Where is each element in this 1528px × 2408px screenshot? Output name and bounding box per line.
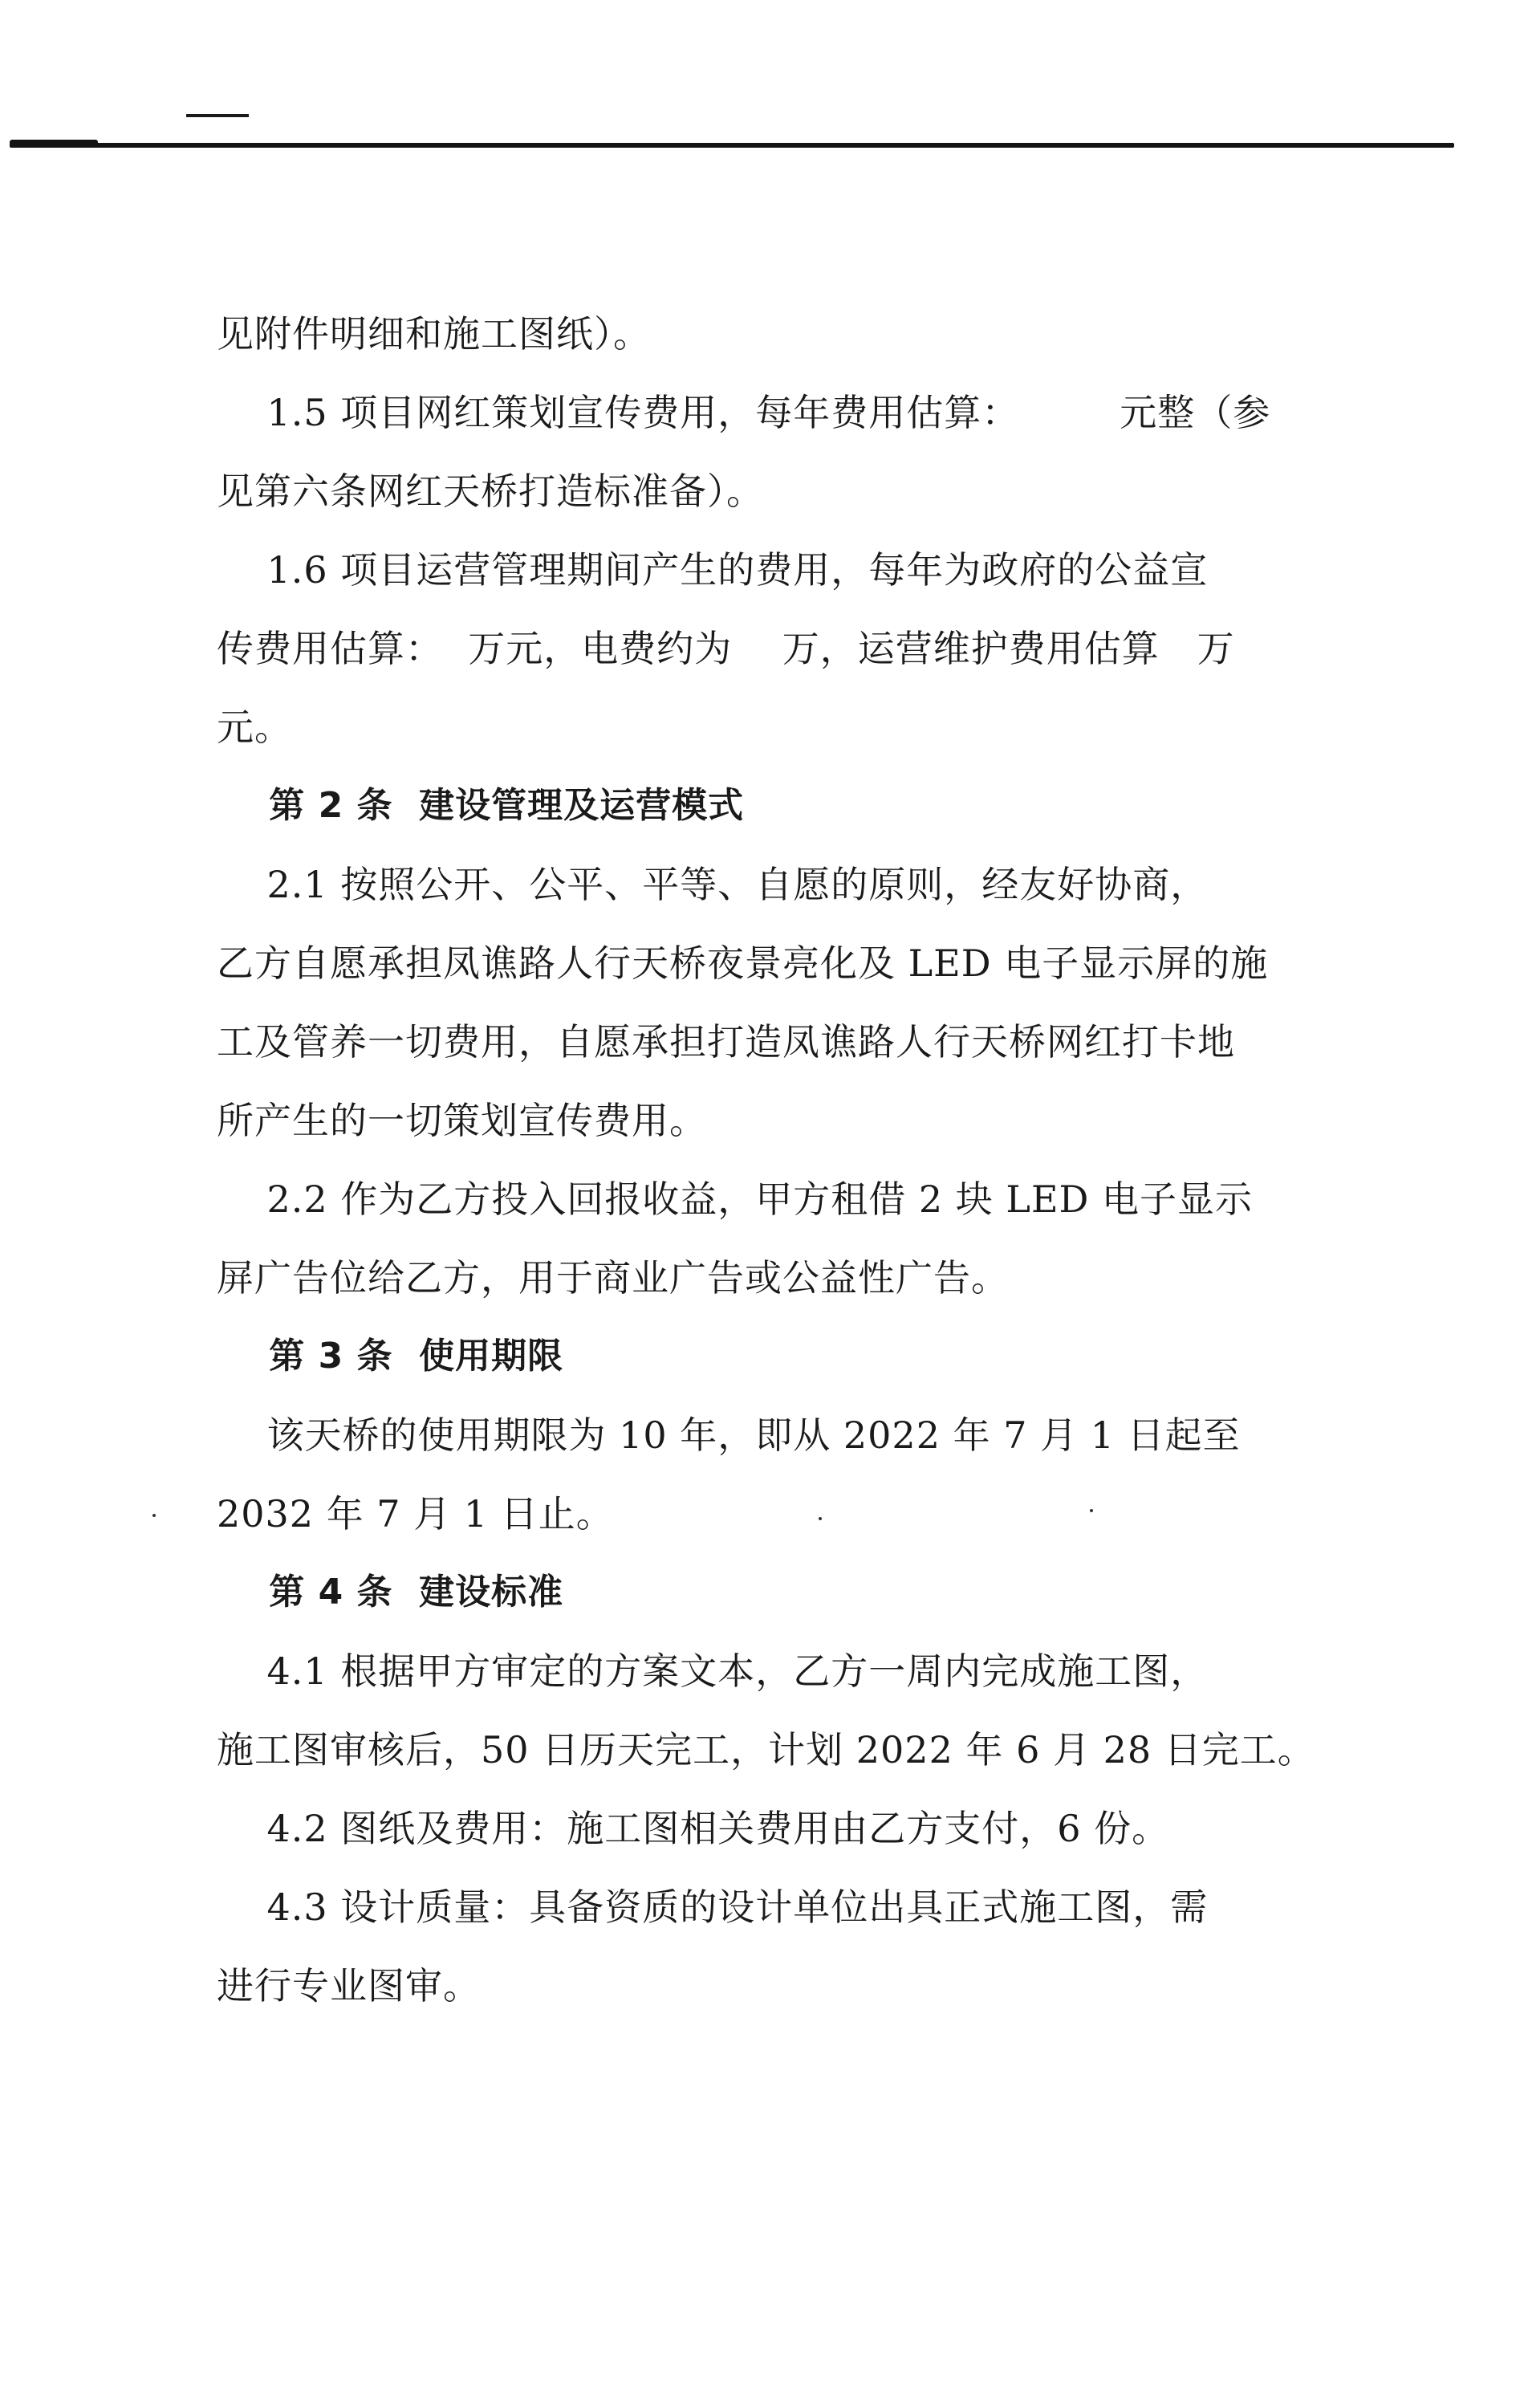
text-line: 2.2 作为乙方投入回报收益，甲方租借 2 块 LED 电子显示	[217, 1178, 1254, 1221]
text-line: 见附件明细和施工图纸）。	[217, 312, 651, 356]
scan-speck	[819, 1517, 822, 1520]
section-heading: 第 4 条 建设标准	[217, 1572, 564, 1613]
text-line: 元。	[217, 706, 292, 749]
text-line: 乙方自愿承担凤谯路人行天桥夜景亮化及 LED 电子显示屏的施	[217, 942, 1269, 985]
text-line: 见第六条网红天桥打造标准备）。	[217, 470, 764, 513]
text-line: 该天桥的使用期限为 10 年，即从 2022 年 7 月 1 日起至	[217, 1413, 1241, 1457]
text-line: 1.5 项目网红策划宣传费用，每年费用估算： 元整（参	[217, 391, 1271, 434]
text-line: 进行专业图审。	[217, 1964, 481, 2007]
text-line: 4.3 设计质量：具备资质的设计单位出具正式施工图，需	[217, 1885, 1209, 1929]
header-mark	[186, 114, 249, 117]
text-line: 4.2 图纸及费用：施工图相关费用由乙方支付，6 份。	[217, 1807, 1170, 1850]
scan-speck	[1090, 1509, 1093, 1512]
text-line: 4.1 根据甲方审定的方案文本，乙方一周内完成施工图，	[217, 1649, 1209, 1693]
section-heading: 第 2 条 建设管理及运营模式	[217, 785, 745, 826]
text-line: 屏广告位给乙方，用于商业广告或公益性广告。	[217, 1256, 1009, 1300]
text-line: 工及管养一切费用，自愿承担打造凤谯路人行天桥网红打卡地	[217, 1020, 1235, 1064]
section-heading: 第 3 条 使用期限	[217, 1336, 564, 1377]
text-line: 施工图审核后，50 日历天完工，计划 2022 年 6 月 28 日完工。	[217, 1728, 1315, 1771]
text-line: 传费用估算： 万元，电费约为 万，运营维护费用估算 万	[217, 627, 1235, 670]
text-line: 1.6 项目运营管理期间产生的费用，每年为政府的公益宣	[217, 548, 1209, 592]
text-line: 2.1 按照公开、公平、平等、自愿的原则，经友好协商，	[217, 863, 1209, 906]
text-line: 2032 年 7 月 1 日止。	[217, 1492, 614, 1536]
scan-speck	[152, 1514, 156, 1517]
text-line: 所产生的一切策划宣传费用。	[217, 1099, 707, 1142]
header-rule	[10, 143, 1454, 148]
